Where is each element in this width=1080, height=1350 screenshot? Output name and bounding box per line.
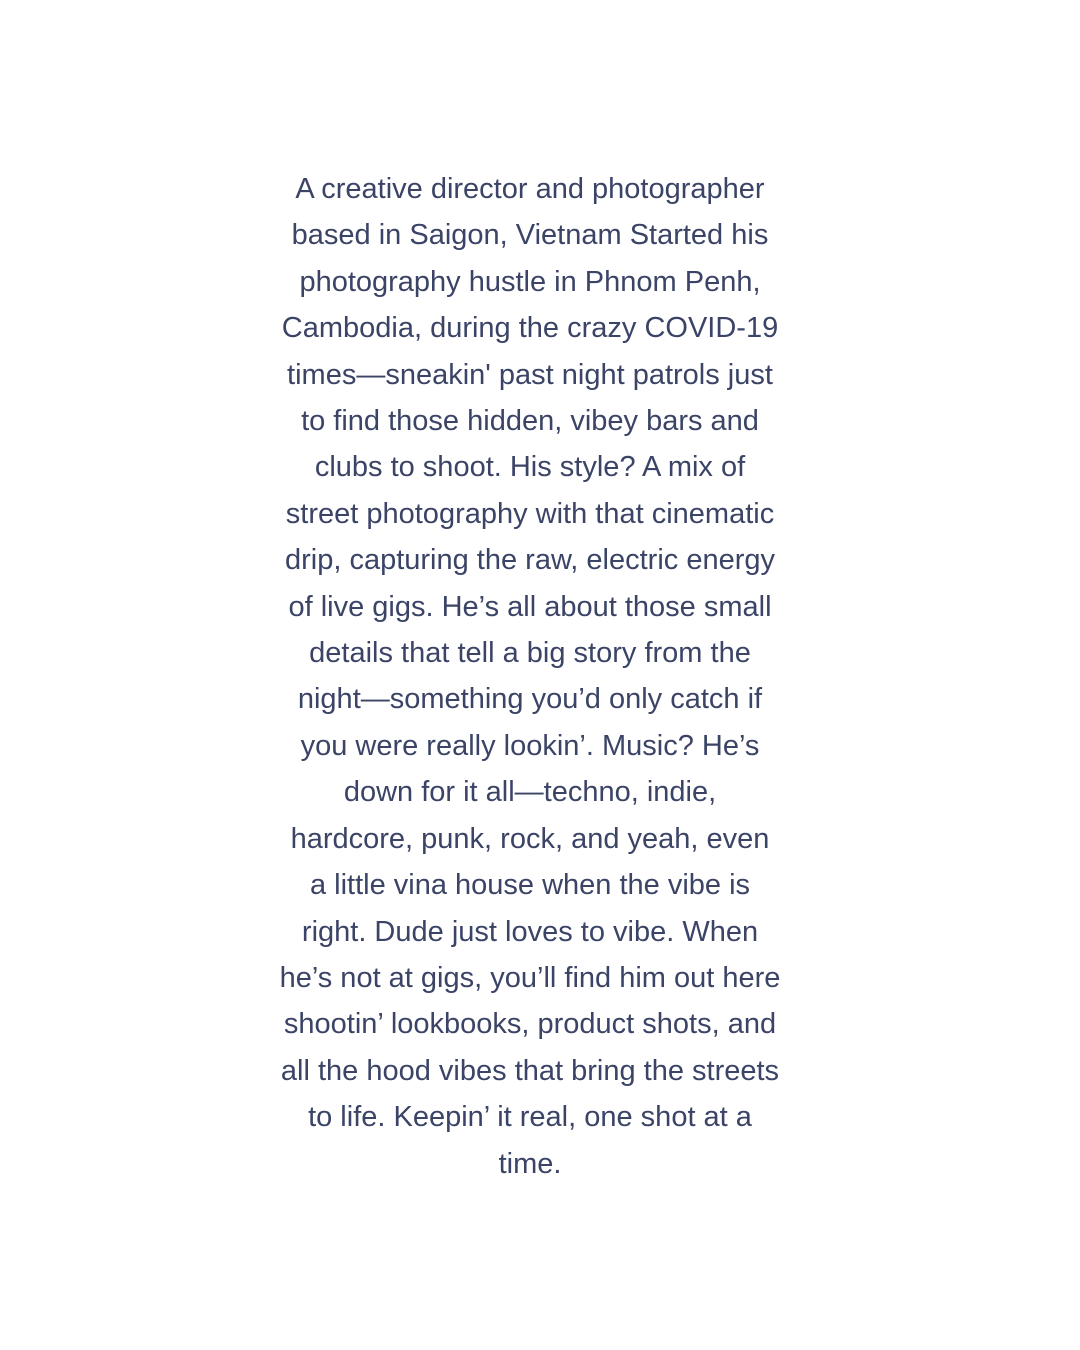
bio-line: street photography with that cinematic [285,497,775,530]
bio-line: to life. Keepin’ it real, one shot at a [308,1101,752,1134]
bio-line: details that tell a big story from the [309,637,751,670]
bio-line: A creative director and photographer [295,173,765,205]
bio-line: Cambodia, during the crazy COVID-19 [281,312,779,345]
bio-line: drip, capturing the raw, electric energy [284,544,776,577]
bio-line: times—sneakin' past night patrols just [287,358,773,391]
bio-line: hardcore, punk, rock, and yeah, even [290,822,770,855]
bio-line: night—something you’d only catch if [297,683,763,716]
bio-line: a little vina house when the vibe is [309,869,751,902]
bio-line: he’s not at gigs, you’ll find him out here [279,961,781,994]
bio-line: clubs to shoot. His style? A mix of [314,451,746,484]
bio-line: to find those hidden, vibey bars and [301,405,759,438]
bio-line: based in Saigon, Vietnam Started his [291,219,769,252]
bio-line: all the hood vibes that bring the streets [280,1054,780,1087]
bio-line: down for it all—techno, indie, [343,776,717,809]
bio-paragraph [250,166,810,1187]
bio-line: time. [498,1147,562,1180]
bio-line: you were really lookin’. Music? He’s [300,729,760,762]
bio-line: photography hustle in Phnom Penh, [299,265,761,298]
bio-line: right. Dude just loves to vibe. When [301,915,759,948]
bio-line: of live gigs. He’s all about those small [288,590,772,623]
bio-line: shootin’ lookbooks, product shots, and [283,1008,777,1041]
